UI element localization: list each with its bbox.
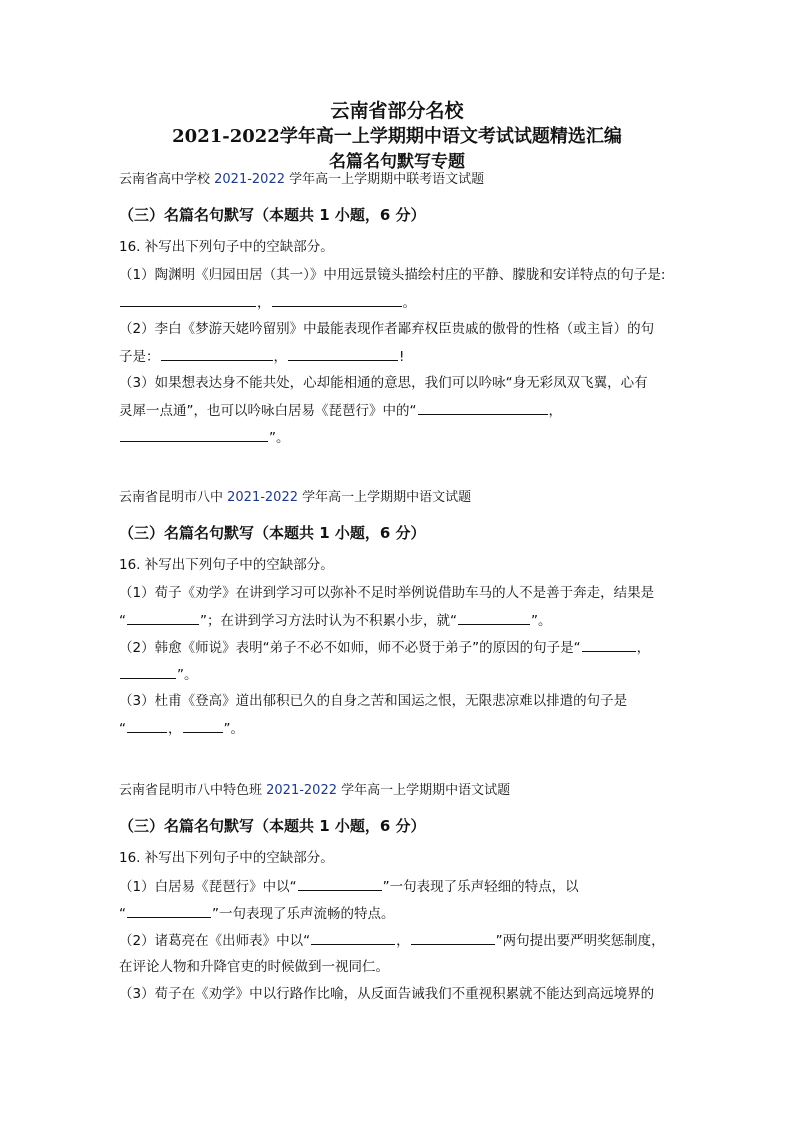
question-line: ， 。 bbox=[119, 293, 416, 312]
section-source bbox=[119, 782, 510, 800]
question-line: 灵犀一点通”，也可以吟咏白居易《琵琶行》中的“ ， bbox=[119, 403, 562, 419]
question-intro: 16. 补写出下列句子中的空缺部分。 bbox=[119, 557, 334, 573]
section-heading: （三）名篇名句默写（本题共 1 小题，6 分） bbox=[119, 524, 426, 542]
source-year: 2021-2022 bbox=[266, 783, 337, 798]
section-heading: （三）名篇名句默写（本题共 1 小题，6 分） bbox=[119, 817, 426, 835]
answer-blank[interactable] bbox=[411, 931, 495, 945]
question-line: （1）白居易《琵琶行》中以“ ”一句表现了乐声轻细的特点，以 bbox=[119, 879, 579, 895]
question-line: （2）诸葛亮在《出师表》中以“ ， ”两句提出要严明奖惩制度， bbox=[119, 933, 665, 949]
question-line: （3）杜甫《登高》道出郁积已久的自身之苦和国运之恨，无限悲凉难以排遣的句子是 bbox=[119, 693, 628, 709]
source-year: 2021-2022 bbox=[227, 490, 298, 505]
question-line: “ ”一句表现了乐声流畅的特点。 bbox=[119, 906, 395, 922]
answer-blank[interactable] bbox=[127, 611, 199, 625]
section-source bbox=[119, 171, 484, 189]
question-line: （1）荀子《劝学》在讲到学习可以弥补不足时举例说借助车马的人不是善于奔走，结果是 bbox=[119, 585, 655, 601]
section-heading: （三）名篇名句默写（本题共 1 小题，6 分） bbox=[119, 206, 426, 224]
question-line: 在评论人物和升降官吏的时候做到一视同仁。 bbox=[119, 959, 389, 975]
question-line: （1）陶渊明《归园田居（其一）》中用远景镜头描绘村庄的平静、朦胧和安详特点的句子是: bbox=[119, 267, 666, 283]
answer-blank[interactable] bbox=[288, 347, 398, 361]
answer-blank[interactable] bbox=[272, 293, 402, 307]
question-line: （2）李白《梦游天姥吟留别》中最能表现作者鄙弃权臣贵戚的傲骨的性格（或主旨）的句 bbox=[119, 321, 655, 337]
question-line: （3）如果想表达身不能共处，心却能相通的意思，我们可以吟咏“身无彩凤双飞翼，心有 bbox=[119, 375, 648, 391]
answer-blank[interactable] bbox=[458, 611, 530, 625]
question-line: ”。 bbox=[119, 665, 198, 684]
question-line: “ ， ”。 bbox=[119, 721, 244, 737]
source-school: 云南省高中学校 bbox=[119, 172, 215, 187]
source-school: 云南省昆明市八中 bbox=[119, 490, 228, 505]
answer-blank[interactable] bbox=[120, 428, 268, 442]
question-intro: 16. 补写出下列句子中的空缺部分。 bbox=[119, 850, 334, 866]
question-line: 子是： ， ! bbox=[119, 349, 405, 365]
answer-blank[interactable] bbox=[127, 904, 211, 918]
answer-blank[interactable] bbox=[161, 347, 273, 361]
answer-blank[interactable] bbox=[120, 665, 176, 679]
answer-blank[interactable] bbox=[298, 877, 382, 891]
question-line: （3）荀子在《劝学》中以行路作比喻，从反面告诫我们不重视积累就不能达到高远境界的 bbox=[119, 986, 655, 1002]
answer-blank[interactable] bbox=[311, 931, 395, 945]
title-school: 云南省部分名校 bbox=[330, 100, 464, 122]
answer-blank[interactable] bbox=[582, 638, 636, 652]
answer-blank[interactable] bbox=[183, 719, 223, 733]
question-line: “ ”；在讲到学习方法时认为不积累小步，就“ ”。 bbox=[119, 613, 552, 629]
question-intro: 16. 补写出下列句子中的空缺部分。 bbox=[119, 239, 334, 255]
source-desc: 学年高一上学期期中语文试题 bbox=[298, 490, 472, 505]
answer-blank[interactable] bbox=[120, 293, 256, 307]
question-line: ”。 bbox=[119, 428, 290, 447]
section-source bbox=[119, 489, 471, 507]
title-exam: 2021-2022学年高一上学期期中语文考试试题精选汇编 bbox=[172, 126, 622, 147]
source-school: 云南省昆明市八中特色班 bbox=[119, 783, 267, 798]
question-line: （2）韩愈《师说》表明“弟子不必不如师，师不必贤于弟子”的原因的句子是“ ， bbox=[119, 640, 651, 656]
source-desc: 学年高一上学期期中语文试题 bbox=[337, 783, 511, 798]
answer-blank[interactable] bbox=[127, 719, 167, 733]
source-desc: 学年高一上学期期中联考语文试题 bbox=[285, 172, 485, 187]
source-year: 2021-2022 bbox=[214, 172, 285, 187]
answer-blank[interactable] bbox=[418, 401, 548, 415]
title-topic: 名篇名句默写专题 bbox=[329, 152, 465, 172]
